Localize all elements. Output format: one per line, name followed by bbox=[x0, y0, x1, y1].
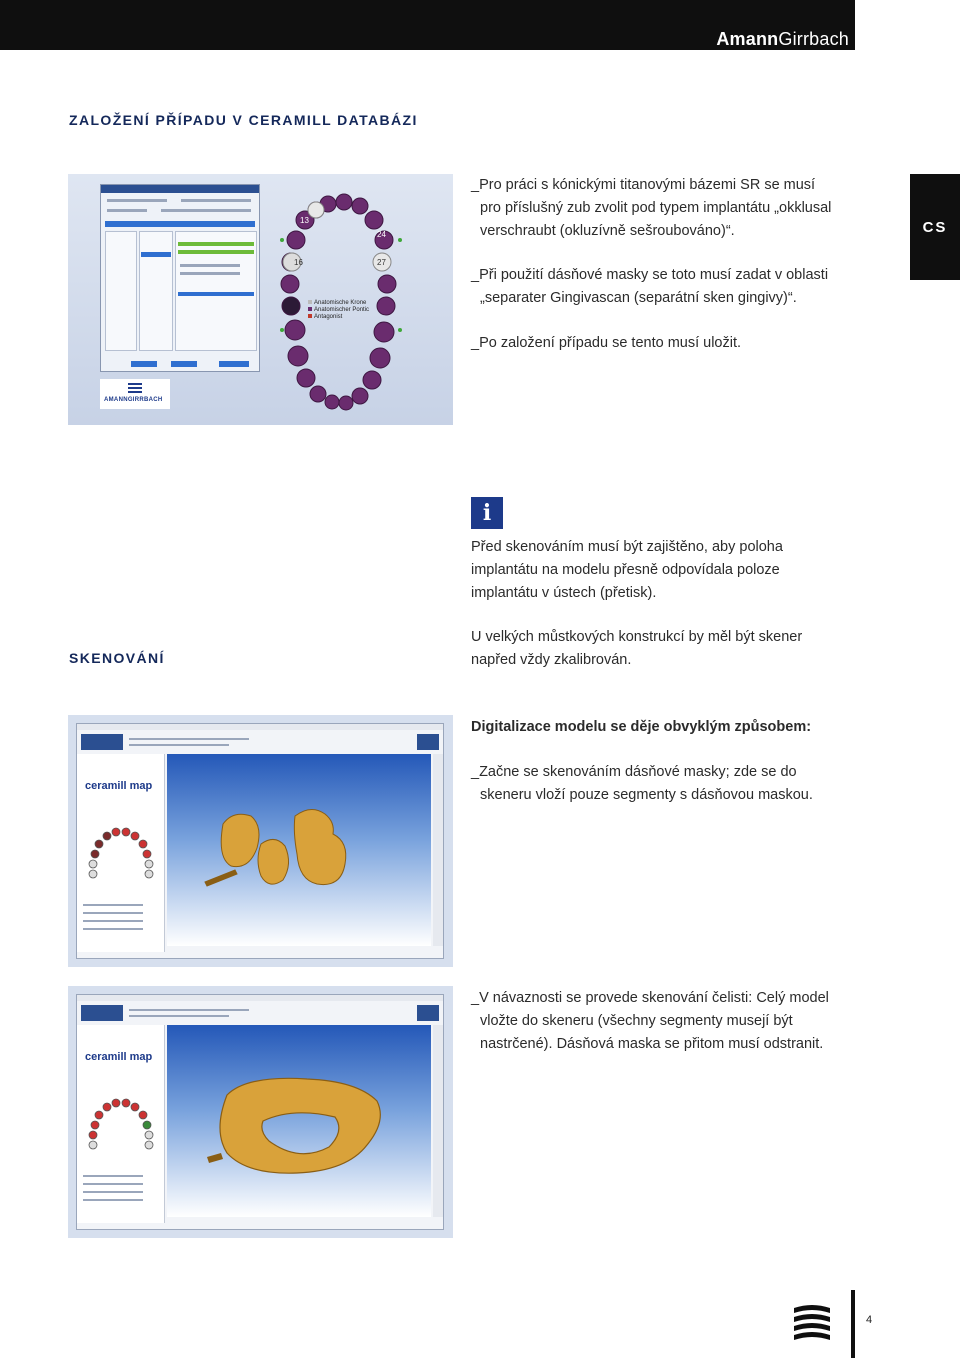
paragraph-calibration: U velkých můstkových konstrukcí by měl být skener napřed vždy zkalibrován. bbox=[471, 629, 803, 668]
legend-item: Anatomische Krone bbox=[314, 300, 367, 306]
screenshot-jaw-scan bbox=[68, 986, 453, 1238]
tooth-chart bbox=[260, 180, 420, 416]
3d-viewport[interactable] bbox=[167, 754, 431, 946]
tooth-label: 27 bbox=[377, 258, 386, 267]
scanned-segments bbox=[167, 754, 431, 946]
ceramill-map-logo: ceramill map bbox=[85, 780, 153, 792]
language-tab: CS bbox=[910, 174, 960, 280]
page-number: 4 bbox=[866, 1314, 873, 1326]
section-title-case-setup: ZALOŽENÍ PŘÍPADU V CERAMILL DATABÁZI bbox=[69, 112, 418, 128]
paragraph-digitization-heading: Digitalizace modelu se děje obvyklým způsobem: bbox=[471, 719, 812, 735]
tooth-label: 16 bbox=[294, 258, 303, 267]
footer-divider bbox=[851, 1290, 855, 1358]
3d-viewport[interactable] bbox=[167, 1025, 431, 1217]
tooth-chart-small bbox=[83, 1095, 159, 1165]
screenshot-gingiva-scan bbox=[68, 715, 453, 967]
tooth-label: 13 bbox=[300, 216, 309, 225]
info-icon: i bbox=[471, 497, 503, 529]
paragraph-save-case: _Po založení případu se tento musí uložit. bbox=[471, 335, 742, 351]
paragraph-implant-position: Před skenováním musí být zajištěno, aby poloha implantátu na modelu přesně odpovídala poloze implantátu v ústech (přetisk). bbox=[471, 539, 783, 601]
legend-item: Antagonist bbox=[314, 314, 343, 320]
scanned-jaw bbox=[167, 1025, 431, 1217]
ceramill-map-logo: ceramill map bbox=[85, 1051, 153, 1063]
legend-item: Anatomischer Pontic bbox=[314, 307, 370, 313]
dialog-window bbox=[100, 184, 260, 372]
amanngirrbach-footer-logo bbox=[792, 1302, 832, 1342]
screenshot-case-setup bbox=[68, 174, 453, 425]
tooth-chart-small bbox=[83, 824, 159, 894]
amanngirrbach-logo-box: AMANNGIRRBACH bbox=[100, 379, 170, 409]
brand-logo: AmannGirrbach bbox=[716, 29, 849, 49]
section-title-scanning: SKENOVÁNÍ bbox=[69, 650, 165, 666]
paragraph-sr-bases: _Pro práci s kónickými titanovými bázemi SR se musí pro příslušný zub zvolit pod typem implantátu „okklusal verschraubt (okluzívně sešroubováno)“. bbox=[471, 177, 832, 239]
paragraph-jaw-scan: _V návaznosti se provede skenování čelisti: Celý model vložte do skeneru (všechny segmenty musejí být nastrčené). Dásňová maska se přitom musí odstranit. bbox=[471, 990, 829, 1052]
paragraph-gingiva-mask-scan: _Začne se skenováním dásňové masky; zde se do skeneru vloží pouze segmenty s dásňovou maskou. bbox=[471, 764, 813, 803]
header-bar bbox=[0, 0, 855, 50]
tooth-label: 24 bbox=[377, 230, 386, 239]
paragraph-gingiva-mask: _Při použití dásňové masky se toto musí zadat v oblasti „separater Gingivascan (separátní sken gingivy)“. bbox=[471, 267, 829, 306]
